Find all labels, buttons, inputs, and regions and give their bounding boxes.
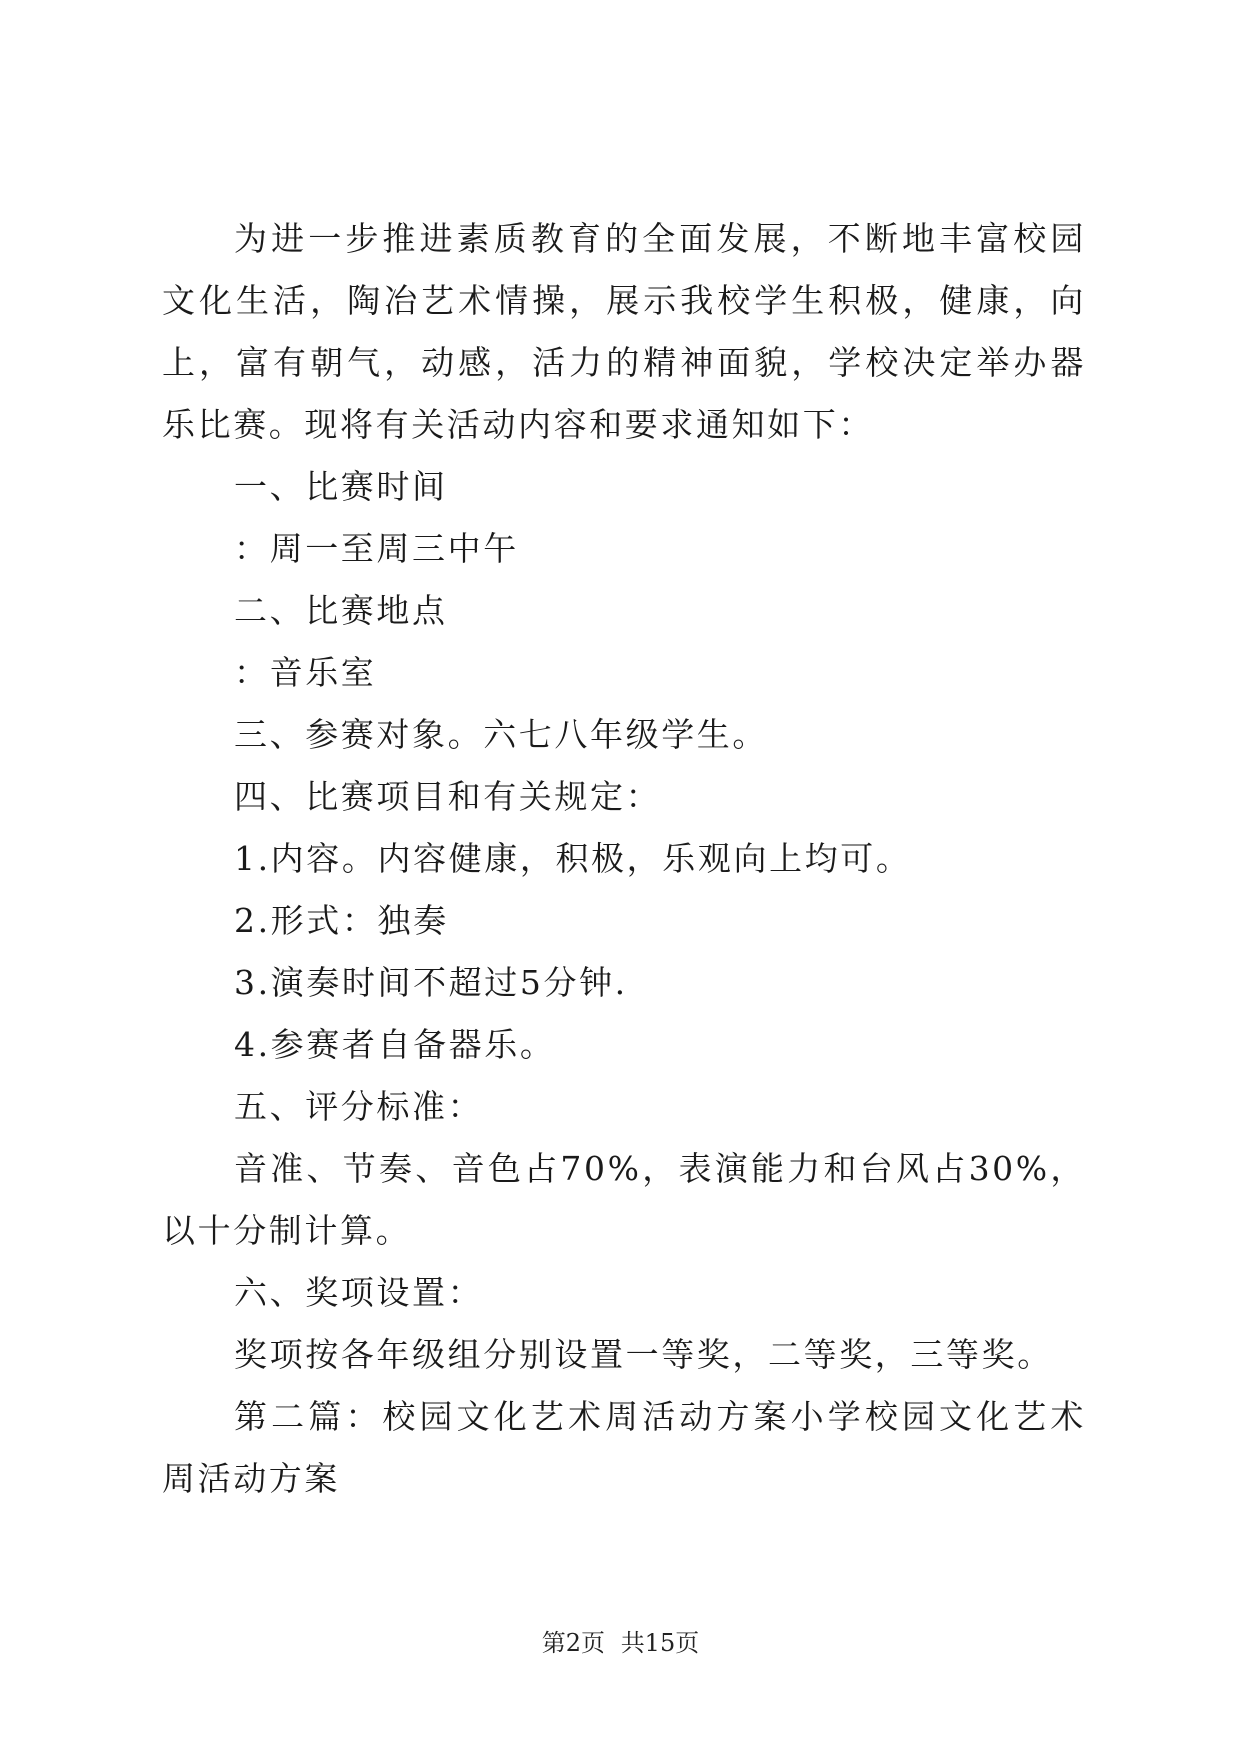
scoring-detail: 音准、节奏、音色占70%，表演能力和台风占30%，以十分制计算。 <box>162 1149 1086 1250</box>
next-article-title: 第二篇：校园文化艺术周活动方案小学校园文化艺术周活动方案 <box>162 1397 1086 1498</box>
section-heading-participants: 三、参赛对象。六七八年级学生。 <box>234 715 768 754</box>
page-number: 第2页 <box>541 1629 606 1657</box>
section-heading-time: 一、比赛时间 <box>234 467 448 506</box>
page-total: 共15页 <box>620 1629 700 1657</box>
section-heading-rules: 四、比赛项目和有关规定： <box>234 777 662 816</box>
location-detail: ：音乐室 <box>234 653 377 692</box>
rule-item: 4.参赛者自备器乐。 <box>234 1025 556 1064</box>
intro-paragraph: 为进一步推进素质教育的全面发展，不断地丰富校园文化生活，陶冶艺术情操，展示我校学生积极，健康，向上，富有朝气，动感，活力的精神面貌，学校决定举办器乐比赛。现将有关活动内容和要求通知如下： <box>162 219 1086 444</box>
section-heading-scoring: 五、评分标准： <box>234 1087 484 1126</box>
section-heading-location: 二、比赛地点 <box>234 591 448 630</box>
section-heading-awards: 六、奖项设置： <box>234 1273 484 1312</box>
rule-item: 1.内容。内容健康，积极，乐观向上均可。 <box>234 839 912 878</box>
page-footer <box>0 1628 1241 1658</box>
rule-item: 2.形式：独奏 <box>234 901 449 940</box>
time-detail: ：周一至周三中午 <box>234 529 519 568</box>
rule-item: 3.演奏时间不超过5分钟. <box>234 963 628 1002</box>
awards-detail: 奖项按各年级组分别设置一等奖，二等奖，三等奖。 <box>234 1335 1053 1374</box>
document-body <box>162 208 1086 1510</box>
